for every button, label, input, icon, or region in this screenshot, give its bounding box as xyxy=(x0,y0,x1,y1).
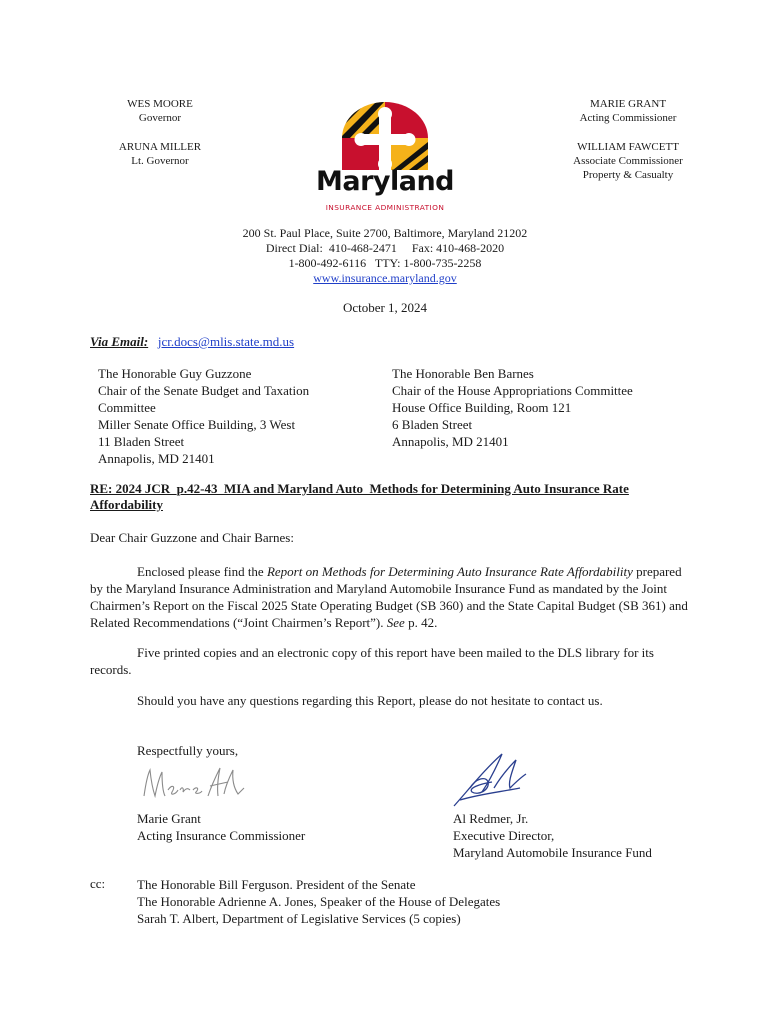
mia-logo-icon xyxy=(305,98,465,216)
recipient-right-line: 6 Bladen Street xyxy=(392,417,473,432)
p1-text: Enclosed please find the xyxy=(137,564,267,579)
signature-redmer-icon xyxy=(450,748,530,810)
assoc-commissioner-title: Associate Commissioner xyxy=(573,155,683,167)
recipient-left-line: Miller Senate Office Building, 3 West xyxy=(98,417,296,432)
commissioner-title: Acting Commissioner xyxy=(579,112,677,124)
address-line3: 1-800-492-6116 TTY: 1-800-735-2258 xyxy=(288,256,482,270)
agency-address xyxy=(185,226,585,286)
header-right xyxy=(553,97,703,197)
recipient-right-line: The Honorable Ben Barnes xyxy=(392,366,534,381)
logo-wordmark: Maryland xyxy=(315,166,455,197)
salutation: Dear Chair Guzzone and Chair Barnes: xyxy=(90,530,294,545)
signatory-left xyxy=(137,810,387,844)
cc-label: cc: xyxy=(90,876,106,891)
cc-list xyxy=(137,876,697,927)
recipient-left-line: Committee xyxy=(98,400,156,415)
see-ref: See xyxy=(386,615,405,630)
signatory-left-title: Acting Insurance Commissioner xyxy=(137,828,306,843)
recipient-left-line: Chair of the Senate Budget and Taxation xyxy=(98,383,310,398)
signatory-left-name: Marie Grant xyxy=(137,811,201,826)
cc-item: The Honorable Adrienne A. Jones, Speaker of the House of Delegates xyxy=(137,894,501,909)
website-link[interactable]: www.insurance.maryland.gov xyxy=(313,271,457,285)
address-line1: 200 St. Paul Place, Suite 2700, Baltimore, Maryland 21202 xyxy=(242,226,528,240)
report-title: Report on Methods for Determining Auto Insurance Rate Affordability xyxy=(266,564,633,579)
assoc-commissioner-title2: Property & Casualty xyxy=(582,169,674,181)
recipient-left-line: 11 Bladen Street xyxy=(98,434,185,449)
signatory-right-name: Al Redmer, Jr. xyxy=(453,811,529,826)
signatory-right xyxy=(453,810,713,861)
signature-grant-icon xyxy=(138,762,248,806)
recipient-left-line: The Honorable Guy Guzzone xyxy=(98,366,252,381)
letter-date: October 1, 2024 xyxy=(342,300,428,315)
assoc-commissioner-block xyxy=(553,140,703,182)
via-email-line xyxy=(90,334,294,350)
recipient-right xyxy=(392,365,692,450)
paragraph-1 xyxy=(90,563,690,631)
cc-item: Sarah T. Albert, Department of Legislative Services (5 copies) xyxy=(137,911,461,926)
assoc-commissioner-name: WILLIAM FAWCETT xyxy=(577,141,679,153)
cc-item: The Honorable Bill Ferguson. President of the Senate xyxy=(137,877,416,892)
paragraph-3: Should you have any questions regarding this Report, please do not hesitate to contact us. xyxy=(137,693,603,708)
via-email-label: Via Email: xyxy=(90,334,149,349)
email-link[interactable]: jcr.docs@mlis.state.md.us xyxy=(157,334,295,349)
lt-governor-block xyxy=(90,140,230,168)
governor-name: WES MOORE xyxy=(127,98,193,110)
recipient-right-line: Annapolis, MD 21401 xyxy=(392,434,509,449)
commissioner-name: MARIE GRANT xyxy=(589,98,667,110)
page-ref: p. 42. xyxy=(404,615,438,630)
closing: Respectfully yours, xyxy=(137,743,239,758)
lt-governor-title: Lt. Governor xyxy=(131,155,189,167)
logo-subtitle: INSURANCE ADMINISTRATION xyxy=(325,203,445,212)
commissioner-block xyxy=(553,97,703,125)
p1-text: prepared by the Maryland Insurance Administration and Maryland Automobile Insurance Fund as mandated by the Joint Chairmen’s Report on the Fiscal 2025 State Operating Budget (SB 360) and the State Capital Budget (SB 361) and Related Recommendations (“Joint Chairmen’s Report”). xyxy=(90,564,688,630)
lt-governor-name: ARUNA MILLER xyxy=(118,141,202,153)
paragraph-2: Five printed copies and an electronic copy of this report have been mailed to the DLS library for its records. xyxy=(90,645,654,677)
governor-title: Governor xyxy=(138,112,182,124)
governor-block xyxy=(90,97,230,125)
recipient-right-line: House Office Building, Room 121 xyxy=(392,400,572,415)
recipient-left-line: Annapolis, MD 21401 xyxy=(98,451,215,466)
header-left xyxy=(90,97,230,183)
subject-line: RE: 2024 JCR_p.42-43_MIA and Maryland Auto_Methods for Determining Auto Insurance Rate Affordability xyxy=(90,481,629,512)
address-line2: Direct Dial: 410-468-2471 Fax: 410-468-2020 xyxy=(265,241,505,255)
signatory-right-title: Executive Director, xyxy=(453,828,555,843)
recipient-right-line: Chair of the House Appropriations Committee xyxy=(392,383,633,398)
recipient-left xyxy=(98,365,358,467)
signatory-right-org: Maryland Automobile Insurance Fund xyxy=(453,845,652,860)
